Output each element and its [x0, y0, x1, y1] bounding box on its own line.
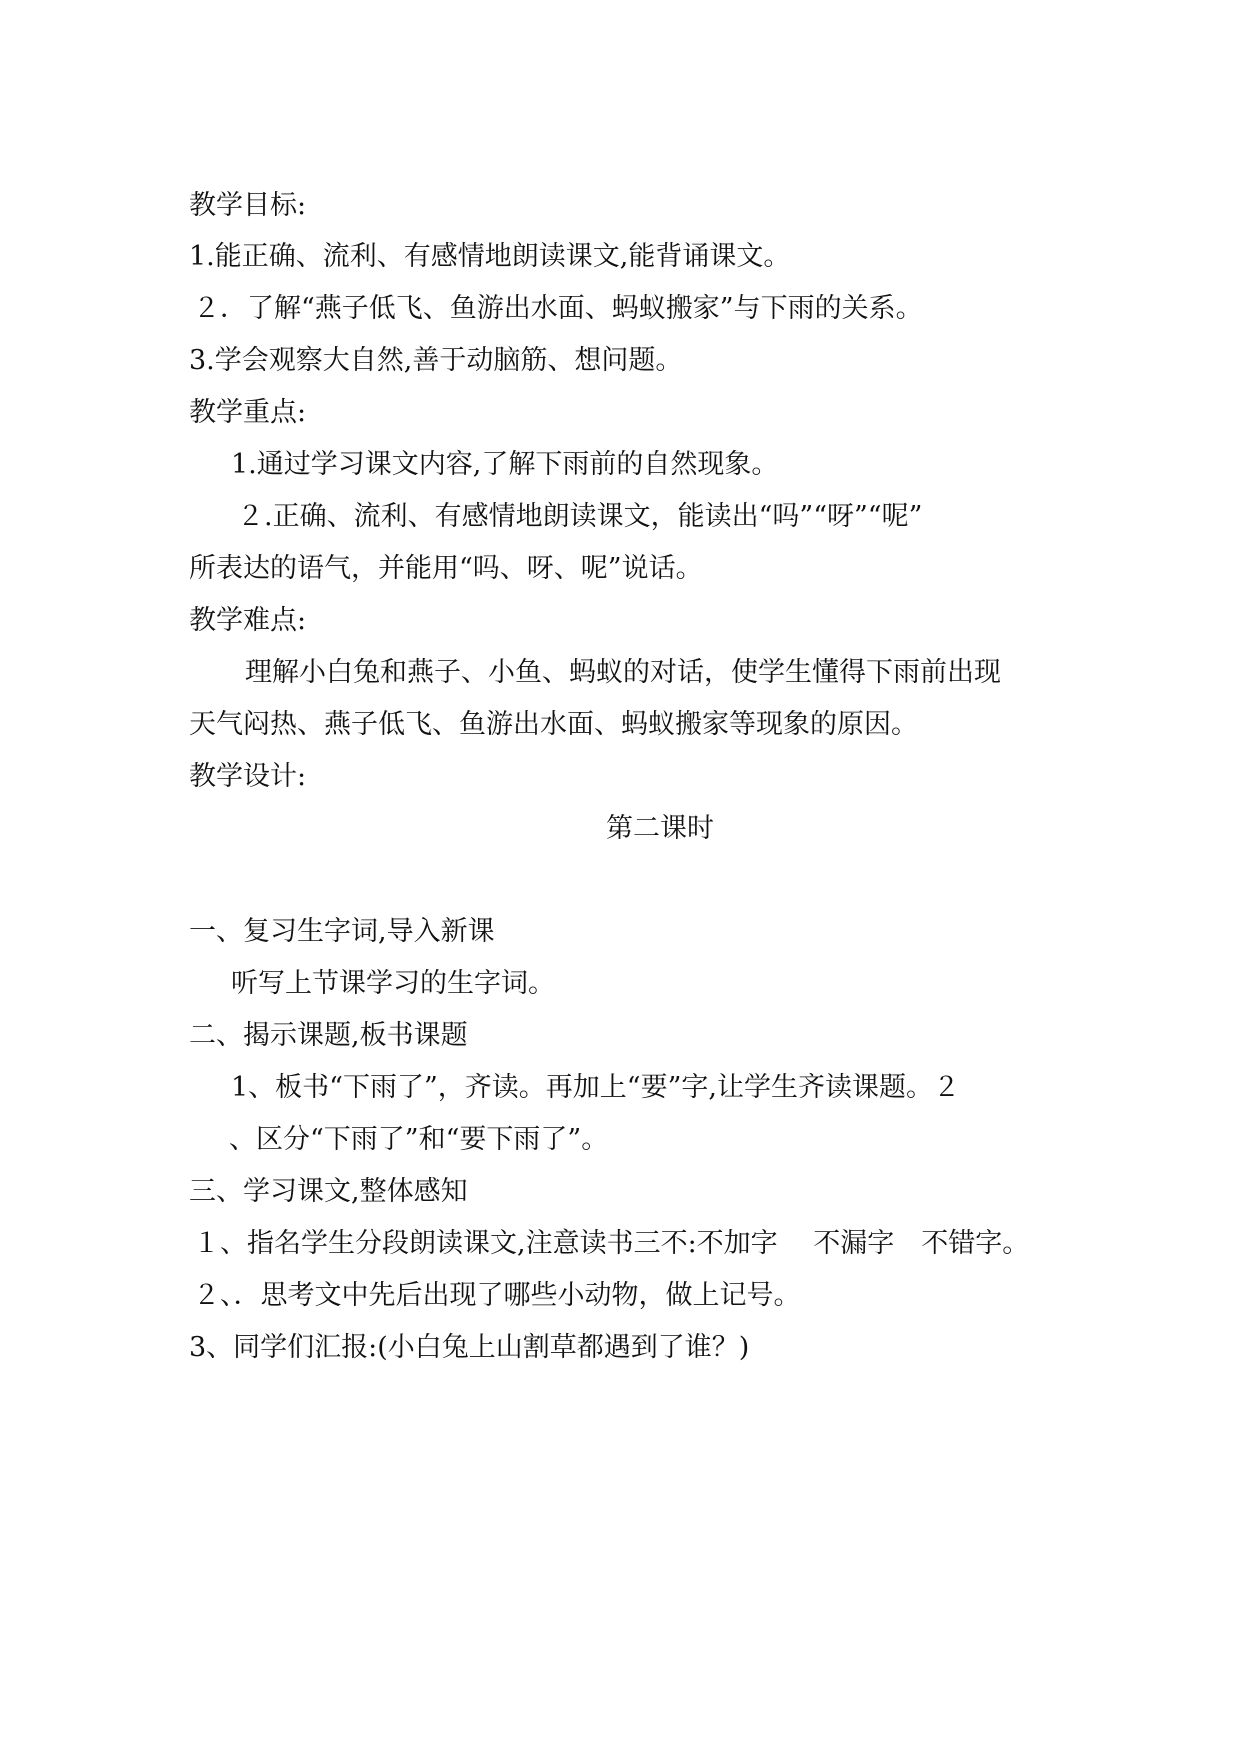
objective-item-2: ２．了解“燕子低飞、鱼游出水面、蚂蚁搬家”与下雨的关系。 — [193, 293, 923, 324]
key-point-item-2-continued: 所表达的语气，并能用“吗、呀、呢”说话。 — [189, 553, 703, 584]
section-three-heading: 三、学习课文,整体感知 — [189, 1176, 468, 1207]
section-two-line-1: 1、板书“下雨了”，齐读。再加上“要”字,让学生齐读课题。２ — [231, 1072, 960, 1103]
key-point-item-2: ２.正确、流利、有感情地朗读课文，能读出“吗”“呀”“呢” — [237, 501, 923, 532]
difficulty-text-line-1: 理解小白兔和燕子、小鱼、蚂蚁的对话，使学生懂得下雨前出现 — [245, 657, 1001, 688]
difficulties-heading: 教学难点: — [189, 605, 307, 636]
key-point-item-1: 1.通过学习课文内容,了解下雨前的自然现象。 — [231, 449, 779, 480]
section-three-line-3: 3、同学们汇报:(小白兔上山割草都遇到了谁？) — [189, 1332, 750, 1363]
objectives-heading: 教学目标: — [189, 190, 307, 221]
section-one-heading: 一、复习生字词,导入新课 — [189, 916, 495, 947]
difficulty-text-line-2: 天气闷热、燕子低飞、鱼游出水面、蚂蚁搬家等现象的原因。 — [189, 709, 918, 740]
objective-item-1: 1.能正确、流利、有感情地朗读课文,能背诵课文。 — [189, 241, 791, 272]
section-three-line-2: ２、．思考文中先后出现了哪些小动物，做上记号。 — [193, 1280, 801, 1311]
section-three-line-1: １、指名学生分段朗读课文,注意读书三不:不加字 不漏字 不错字。 — [193, 1228, 1030, 1259]
key-points-heading: 教学重点: — [189, 397, 307, 428]
design-heading: 教学设计: — [189, 761, 307, 792]
lesson-title: 第二课时 — [606, 813, 714, 844]
objective-item-3: 3.学会观察大自然,善于动脑筋、想问题。 — [189, 345, 683, 376]
section-one-line-1: 听写上节课学习的生字词。 — [231, 968, 555, 999]
section-two-heading: 二、揭示课题,板书课题 — [189, 1020, 468, 1051]
section-two-line-2: 、区分“下雨了”和“要下雨了”。 — [229, 1124, 609, 1155]
